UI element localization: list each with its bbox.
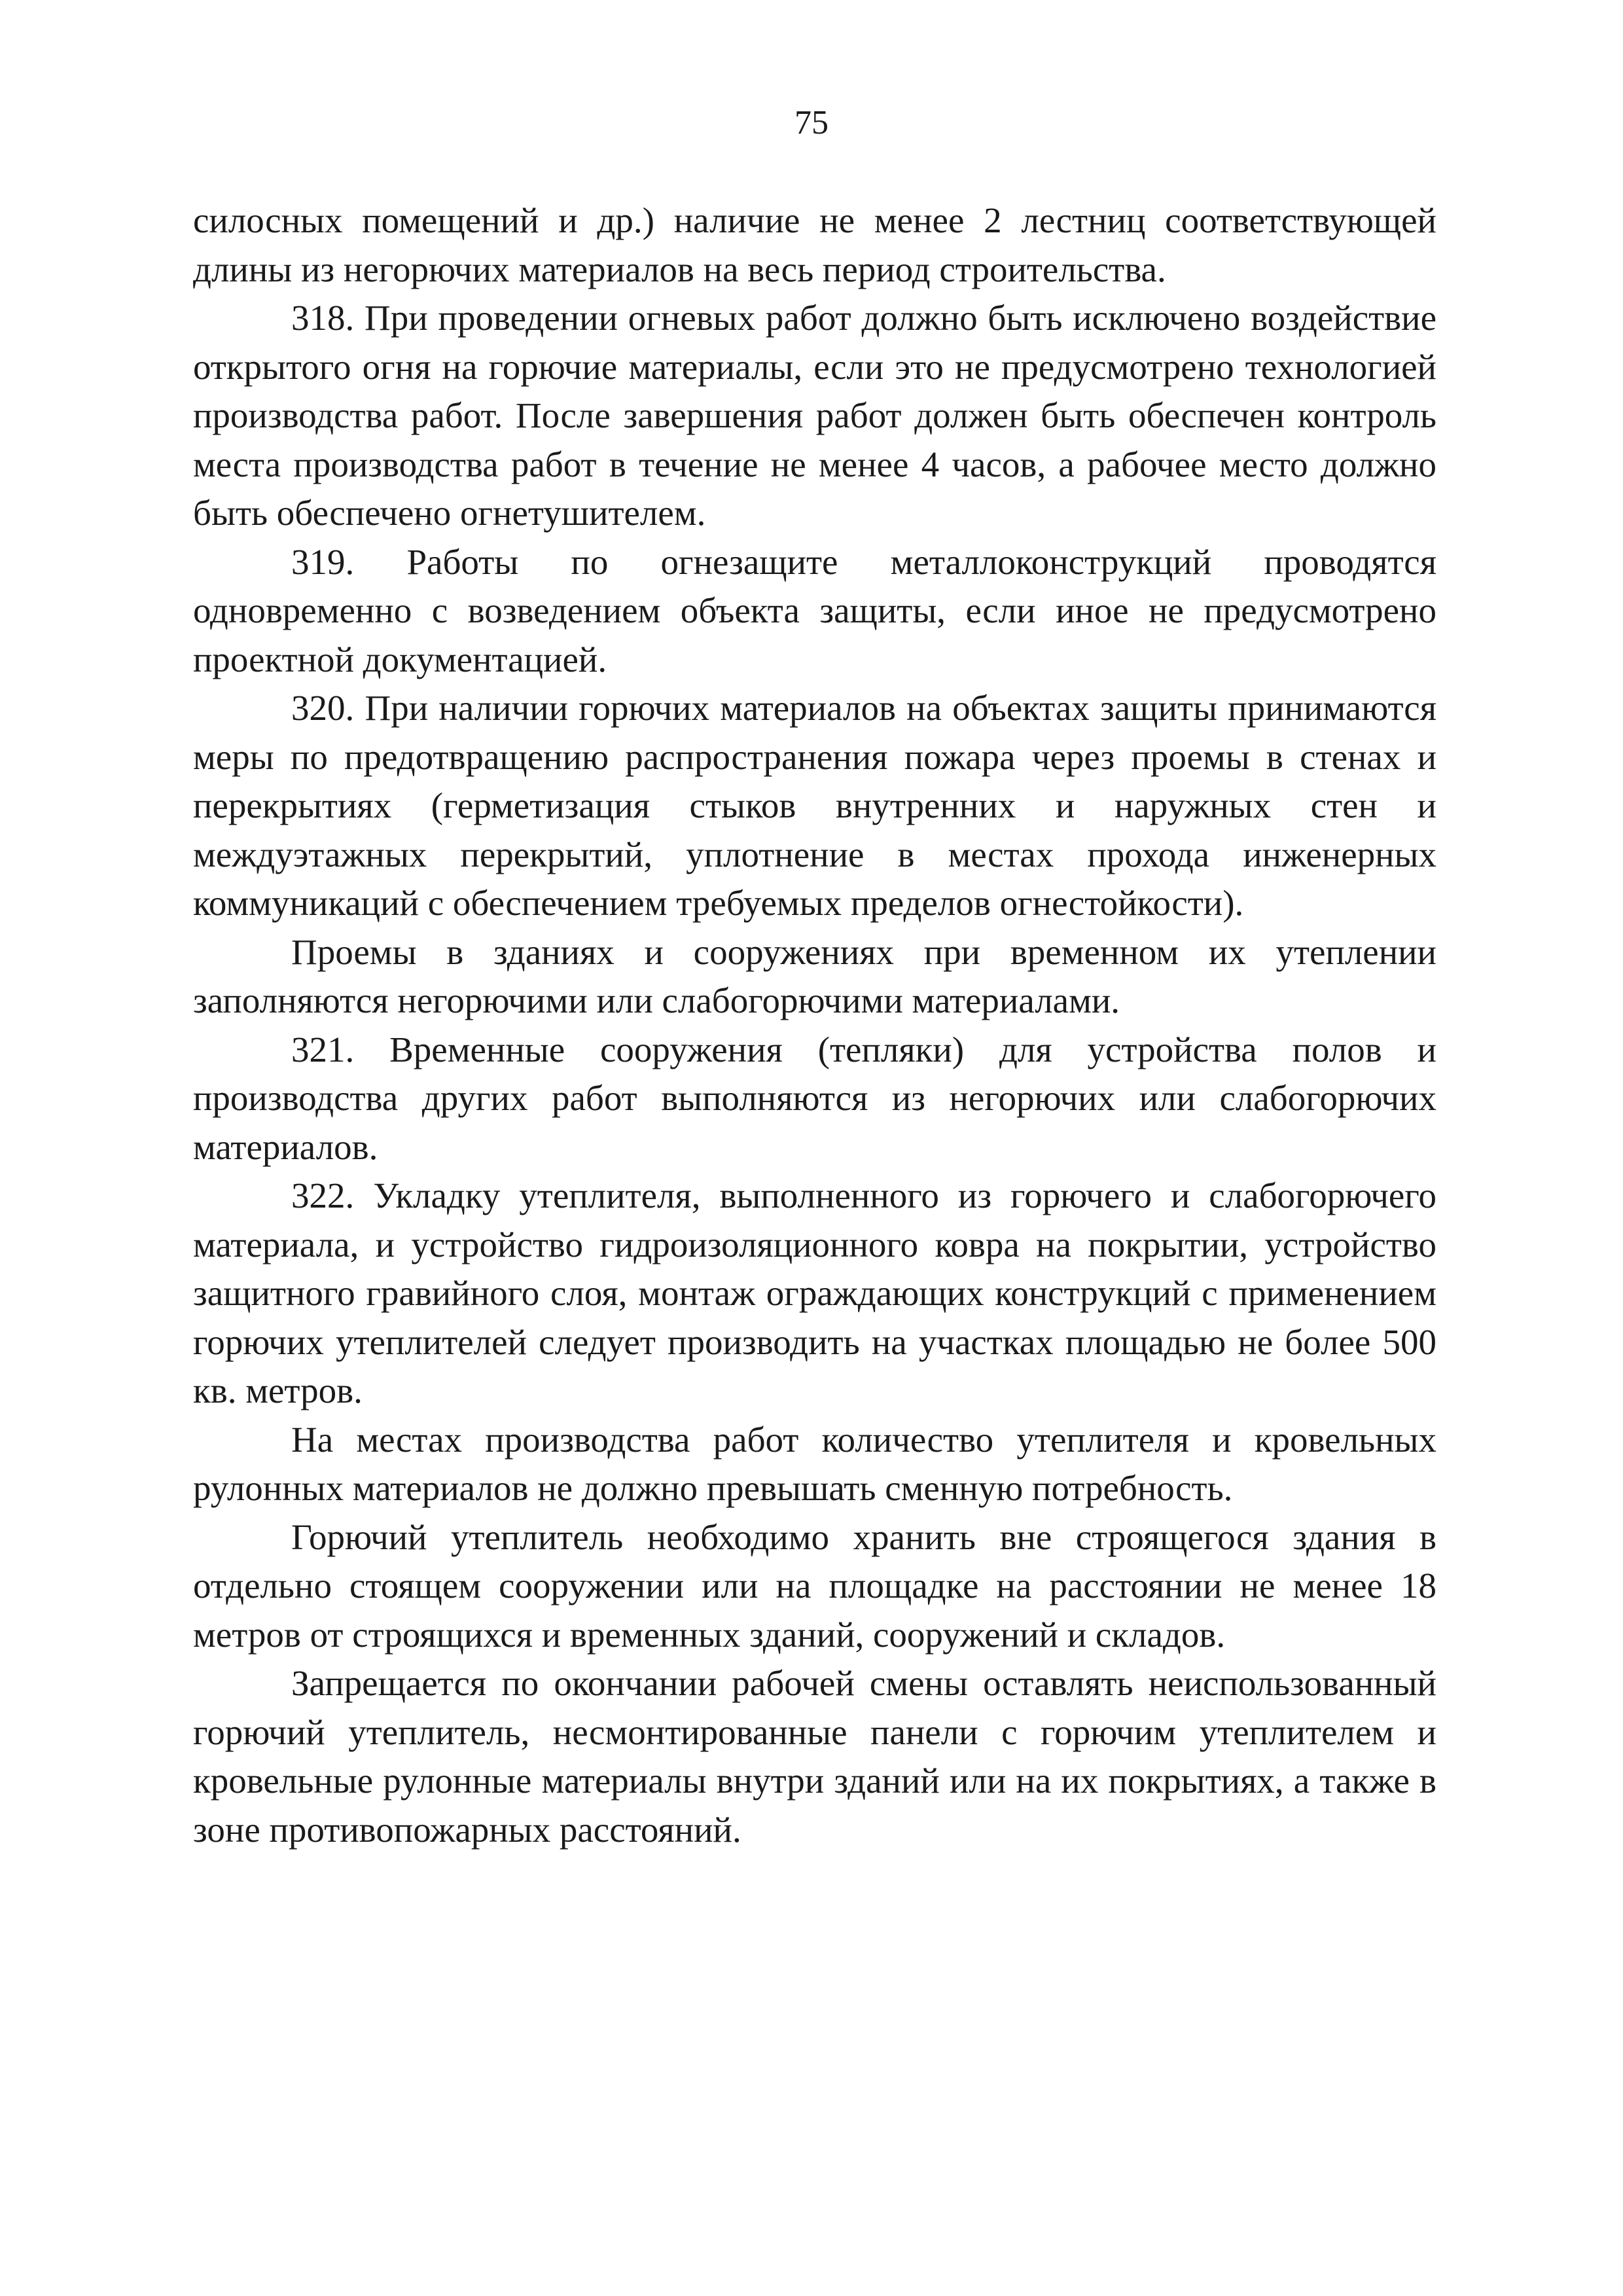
clause-322-storage: Горючий утеплитель необходимо хранить вне строящегося здания в отдельно стоящем сооружении или на площадке на расстоянии не менее 18 метров от строящихся и временных зданий, сооружений и складов. (193, 1516, 1436, 1655)
clause-322: 322. Укладку утеплителя, выполненного из горючего и слабогорючего материала, и устройство гидроизоляционного ковра на покрытии, устройство защитного гравийного слоя, монтаж ограждающих конструкций с применением горючих утеплителей следует производить на участках площадью не более 500 кв. метров. (193, 1175, 1436, 1410)
clause-320: 320. При наличии горючих материалов на объектах защиты принимаются меры по предотвращению распространения пожара через проемы в стенах и перекрытиях (герметизация стыков внутренних и наружных стен и междуэтажных перекрытий, уплотнение в местах прохода инженерных коммуникаций с обеспечением требуемых пределов огнестойкости). (193, 688, 1436, 923)
clause-321: 321. Временные сооружения (тепляки) для устройства полов и производства других работ выполняются из негорючих или слабогорючих материалов. (193, 1029, 1436, 1167)
paragraph-continuation: силосных помещений и др.) наличие не менее 2 лестниц соответствующей длины из негорючих материалов на весь период строительства. (193, 200, 1436, 289)
clause-319: 319. Работы по огнезащите металлоконструкций проводятся одновременно с возведением объекта защиты, если иное не предусмотрено проектной документацией. (193, 541, 1436, 679)
clause-322-prohibition: Запрещается по окончании рабочей смены оставлять неиспользованный горючий утеплитель, несмонтированные панели с горючим утеплителем и кровельные рулонные материалы внутри зданий или на их покрытиях, а также в зоне противопожарных расстояний. (193, 1663, 1436, 1850)
document-body (193, 196, 1436, 1854)
clause-318: 318. При проведении огневых работ должно быть исключено воздействие открытого огня на горючие материалы, если это не предусмотрено технологией производства работ. После завершения работ должен быть обеспечен контроль места производства работ в течение не менее 4 часов, а рабочее место должно быть обеспечено огнетушителем. (193, 298, 1436, 533)
clause-322-quantity: На местах производства работ количество утеплителя и кровельных рулонных материалов не должно превышать сменную потребность. (193, 1419, 1436, 1508)
clause-320-openings: Проемы в зданиях и сооружениях при временном их утеплении заполняются негорючими или слабогорючими материалами. (193, 931, 1436, 1020)
page-number: 75 (794, 104, 829, 141)
